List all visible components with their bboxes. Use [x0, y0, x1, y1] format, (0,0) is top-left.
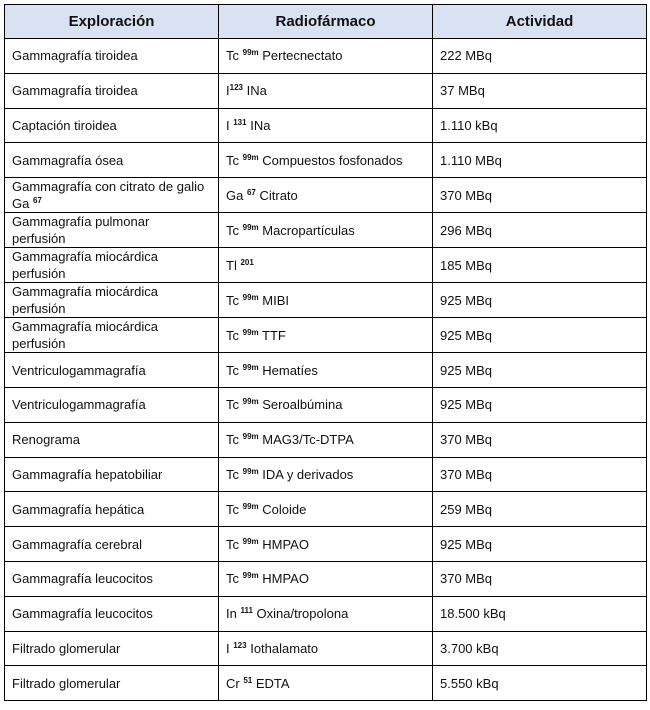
radio-isotope: 67	[246, 187, 256, 197]
cell-radiofarmaco	[219, 318, 433, 353]
cell-exploracion	[5, 492, 219, 527]
exploracion-text: Ventriculogammagrafía	[12, 362, 146, 378]
radio-compound: Seroalbúmina	[258, 397, 343, 413]
radio-element: Tc	[226, 571, 243, 587]
cell-actividad: 222 MBq	[433, 39, 647, 74]
exploracion-text: Gammagrafía ósea	[12, 152, 124, 168]
radio-compound: HMPAO	[258, 571, 309, 587]
cell-actividad: 18.500 kBq	[433, 596, 647, 631]
cell-actividad: 37 MBq	[433, 73, 647, 108]
cell-exploracion	[5, 178, 219, 213]
cell-actividad: 296 MBq	[433, 213, 647, 248]
radio-compound: TTF	[258, 327, 286, 343]
table-row	[5, 353, 647, 388]
radio-isotope: 123	[233, 640, 247, 650]
cell-exploracion	[5, 283, 219, 318]
radio-isotope: 99m	[242, 466, 259, 476]
radio-compound: INa	[242, 83, 267, 99]
cell-actividad: 370 MBq	[433, 178, 647, 213]
radio-element: Tc	[226, 501, 243, 517]
cell-radiofarmaco	[219, 387, 433, 422]
radio-compound: HMPAO	[258, 536, 309, 552]
radio-element: Cr	[226, 675, 244, 691]
radio-element: I	[226, 83, 230, 99]
cell-actividad: 925 MBq	[433, 353, 647, 388]
cell-radiofarmaco	[219, 213, 433, 248]
radio-isotope: 99m	[242, 501, 259, 511]
header-radiofarmaco: Radiofármaco	[219, 5, 433, 39]
table-row	[5, 422, 647, 457]
cell-exploracion	[5, 39, 219, 74]
radio-isotope: 99m	[242, 152, 259, 162]
table-row	[5, 213, 647, 248]
cell-radiofarmaco	[219, 178, 433, 213]
table-row	[5, 387, 647, 422]
cell-radiofarmaco	[219, 631, 433, 666]
header-actividad: Actividad	[433, 5, 647, 39]
radio-isotope: 99m	[242, 432, 259, 442]
exploracion-text: Gammagrafía miocárdica	[12, 319, 158, 335]
table-row	[5, 178, 647, 213]
cell-actividad: 925 MBq	[433, 318, 647, 353]
cell-exploracion	[5, 143, 219, 178]
cell-radiofarmaco	[219, 666, 433, 701]
radio-isotope: 123	[229, 83, 243, 93]
exploracion-text: Gammagrafía leucocitos	[12, 571, 153, 587]
exploracion-text: Renograma	[12, 432, 80, 448]
radio-compound: Pertecnectato	[258, 48, 343, 64]
exploracion-text: perfusión	[12, 301, 66, 317]
cell-actividad: 370 MBq	[433, 561, 647, 596]
exploracion-text: Gammagrafía miocárdica	[12, 284, 158, 300]
cell-radiofarmaco	[219, 561, 433, 596]
cell-exploracion	[5, 248, 219, 283]
cell-radiofarmaco	[219, 248, 433, 283]
cell-actividad: 1.110 kBq	[433, 108, 647, 143]
radio-element: Tc	[226, 327, 243, 343]
cell-actividad: 370 MBq	[433, 422, 647, 457]
header-exploracion: Exploración	[5, 5, 219, 39]
radio-isotope: 99m	[242, 48, 259, 58]
table-row	[5, 39, 647, 74]
radio-compound: Iothalamato	[246, 640, 319, 656]
table-row	[5, 283, 647, 318]
radio-compound: Coloide	[258, 501, 307, 517]
radio-compound: MAG3/Tc-DTPA	[258, 432, 354, 448]
cell-exploracion	[5, 422, 219, 457]
exploracion-text: perfusión	[12, 336, 66, 352]
exploracion-text: Gammagrafía miocárdica	[12, 249, 158, 265]
radio-element: Tc	[226, 152, 243, 168]
cell-actividad: 3.700 kBq	[433, 631, 647, 666]
exploracion-text: Filtrado glomerular	[12, 675, 121, 691]
cell-exploracion	[5, 596, 219, 631]
radiopharmaceutical-table	[4, 4, 647, 701]
table-row	[5, 527, 647, 562]
cell-actividad: 925 MBq	[433, 283, 647, 318]
exploracion-isotope: 67	[32, 196, 42, 206]
cell-exploracion	[5, 318, 219, 353]
exploracion-text: Gammagrafía pulmonar	[12, 214, 150, 230]
radio-isotope: 51	[243, 675, 253, 685]
cell-radiofarmaco	[219, 527, 433, 562]
cell-exploracion	[5, 631, 219, 666]
table-row	[5, 561, 647, 596]
cell-radiofarmaco	[219, 39, 433, 74]
table-row	[5, 457, 647, 492]
radio-element: Tc	[226, 222, 243, 238]
cell-actividad: 5.550 kBq	[433, 666, 647, 701]
radio-compound: Hematíes	[258, 362, 318, 378]
radio-element: I	[226, 117, 234, 133]
radio-isotope: 99m	[242, 292, 259, 302]
exploracion-text: Captación tiroidea	[12, 117, 117, 133]
table-row	[5, 666, 647, 701]
cell-exploracion	[5, 73, 219, 108]
cell-actividad: 370 MBq	[433, 457, 647, 492]
radio-element: I	[226, 640, 234, 656]
exploracion-text: Ga	[12, 196, 33, 212]
cell-radiofarmaco	[219, 283, 433, 318]
table-row	[5, 73, 647, 108]
exploracion-text: perfusión	[12, 266, 66, 282]
cell-exploracion	[5, 561, 219, 596]
exploracion-text: Gammagrafía hepatobiliar	[12, 466, 163, 482]
radio-isotope: 111	[240, 606, 253, 616]
cell-actividad: 1.110 MBq	[433, 143, 647, 178]
radio-element: Tc	[226, 397, 243, 413]
exploracion-text: Gammagrafía tiroidea	[12, 48, 138, 64]
exploracion-text: Gammagrafía hepática	[12, 501, 145, 517]
table-body	[5, 39, 647, 701]
radio-isotope: 99m	[242, 536, 259, 546]
radio-element: Tc	[226, 536, 243, 552]
cell-actividad: 259 MBq	[433, 492, 647, 527]
cell-radiofarmaco	[219, 457, 433, 492]
cell-exploracion	[5, 213, 219, 248]
radio-element: Tc	[226, 292, 243, 308]
radio-compound: Citrato	[255, 187, 298, 203]
cell-radiofarmaco	[219, 143, 433, 178]
table-row	[5, 631, 647, 666]
table-row	[5, 492, 647, 527]
exploracion-text: Gammagrafía tiroidea	[12, 83, 138, 99]
cell-exploracion	[5, 666, 219, 701]
exploracion-text: Gammagrafía con citrato de galio	[12, 179, 205, 195]
radio-compound: Compuestos fosfonados	[258, 152, 403, 168]
radio-compound: EDTA	[252, 675, 290, 691]
radio-compound: MIBI	[258, 292, 289, 308]
table-row	[5, 108, 647, 143]
radio-isotope: 201	[240, 257, 254, 267]
exploracion-text: Gammagrafía leucocitos	[12, 606, 153, 622]
radio-isotope: 99m	[242, 571, 259, 581]
radio-element: Tl	[226, 257, 241, 273]
table-header	[5, 5, 647, 39]
cell-radiofarmaco	[219, 353, 433, 388]
radio-compound: Macropartículas	[258, 222, 355, 238]
cell-radiofarmaco	[219, 492, 433, 527]
radio-isotope: 99m	[242, 362, 259, 372]
cell-exploracion	[5, 457, 219, 492]
radio-isotope: 99m	[242, 327, 259, 337]
radio-element: Tc	[226, 466, 243, 482]
cell-radiofarmaco	[219, 422, 433, 457]
exploracion-text: perfusión	[12, 231, 66, 247]
cell-exploracion	[5, 108, 219, 143]
radio-element: Ga	[226, 187, 247, 203]
cell-actividad: 925 MBq	[433, 387, 647, 422]
cell-exploracion	[5, 387, 219, 422]
radio-compound: IDA y derivados	[258, 466, 354, 482]
radio-element: Tc	[226, 48, 243, 64]
radio-element: Tc	[226, 432, 243, 448]
table-row	[5, 248, 647, 283]
cell-actividad: 185 MBq	[433, 248, 647, 283]
cell-radiofarmaco	[219, 73, 433, 108]
cell-radiofarmaco	[219, 596, 433, 631]
table-row	[5, 143, 647, 178]
exploracion-text: Ventriculogammagrafía	[12, 397, 146, 413]
radio-element: In	[226, 606, 241, 622]
table-row	[5, 318, 647, 353]
table-row	[5, 596, 647, 631]
radio-isotope: 99m	[242, 222, 259, 232]
cell-exploracion	[5, 527, 219, 562]
radio-isotope: 131	[233, 117, 247, 127]
header-row	[5, 5, 647, 39]
radio-compound: Oxina/tropolona	[252, 606, 349, 622]
radio-isotope: 99m	[242, 397, 259, 407]
radio-element: Tc	[226, 362, 243, 378]
exploracion-text: Gammagrafía cerebral	[12, 536, 143, 552]
cell-radiofarmaco	[219, 108, 433, 143]
cell-actividad: 925 MBq	[433, 527, 647, 562]
radio-compound: INa	[246, 117, 271, 133]
cell-exploracion	[5, 353, 219, 388]
exploracion-text: Filtrado glomerular	[12, 640, 121, 656]
